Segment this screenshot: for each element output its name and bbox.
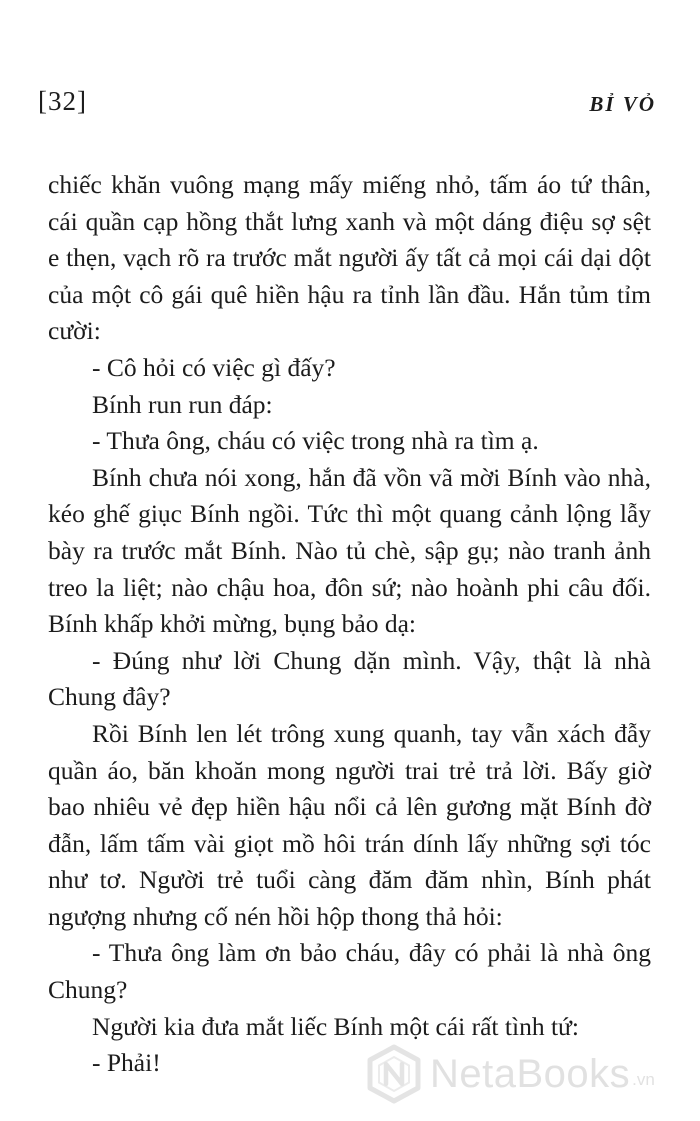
paragraph: - Đúng như lời Chung dặn mình. Vậy, thật là nhà Chung đây? — [48, 645, 651, 712]
paragraph: chiếc khăn vuông mạng mấy miếng nhỏ, tấm áo tứ thân, cái quần cạp hồng thắt lưng xanh và một dáng điệu sợ sệt e thẹn, vạch rõ ra trước mắt người ấy tất cả mọi cái dại dột của một cô gái quê hiền hậu ra tỉnh lần đầu. Hắn tủm tỉm cười: — [48, 170, 651, 346]
running-title: BỈ VỎ — [589, 92, 656, 116]
paragraph: Bính chưa nói xong, hắn đã vồn vã mời Bính vào nhà, kéo ghế giục Bính ngồi. Tức thì một quang cảnh lộng lẫy bày ra trước mắt Bính. Nào tủ chè, sập gụ; nào tranh ảnh treo la liệt; nào chậu hoa, đôn sứ; nào hoành phi câu đối. Bính khấp khởi mừng, bụng bảo dạ: — [48, 462, 651, 639]
paragraph: - Thưa ông làm ơn bảo cháu, đây có phải là nhà ông Chung? — [48, 938, 651, 1005]
paragraph: Bính run run đáp: — [92, 389, 273, 419]
paragraph: - Thưa ông, cháu có việc trong nhà ra tìm ạ. — [92, 426, 539, 456]
paragraph: Rồi Bính len lét trông xung quanh, tay vẫn xách đẫy quần áo, băn khoăn mong người trai trẻ trả lời. Bấy giờ bao nhiêu vẻ đẹp hiền hậu nổi cả lên gương mặt Bính đờ đẫn, lấm tấm vài giọt mồ hôi trán dính lấy những sợi tóc như tơ. Người trẻ tuổi càng đăm đăm nhìn, Bính phát ngượng nhưng cố nén hồi hộp thong thả hỏi: — [48, 718, 651, 931]
page-number: [32] — [38, 86, 87, 116]
paragraph: - Cô hỏi có việc gì đấy? — [92, 352, 336, 382]
watermark-brand: NetaBooks — [430, 1051, 631, 1096]
paragraph: - Phải! — [92, 1048, 161, 1078]
netabooks-logo-icon — [364, 1044, 424, 1104]
watermark-suffix: .vn — [632, 1070, 655, 1089]
paragraph: Người kia đưa mắt liếc Bính một cái rất tình tứ: — [92, 1011, 579, 1041]
watermark — [364, 1034, 655, 1114]
body-text — [48, 167, 651, 1082]
